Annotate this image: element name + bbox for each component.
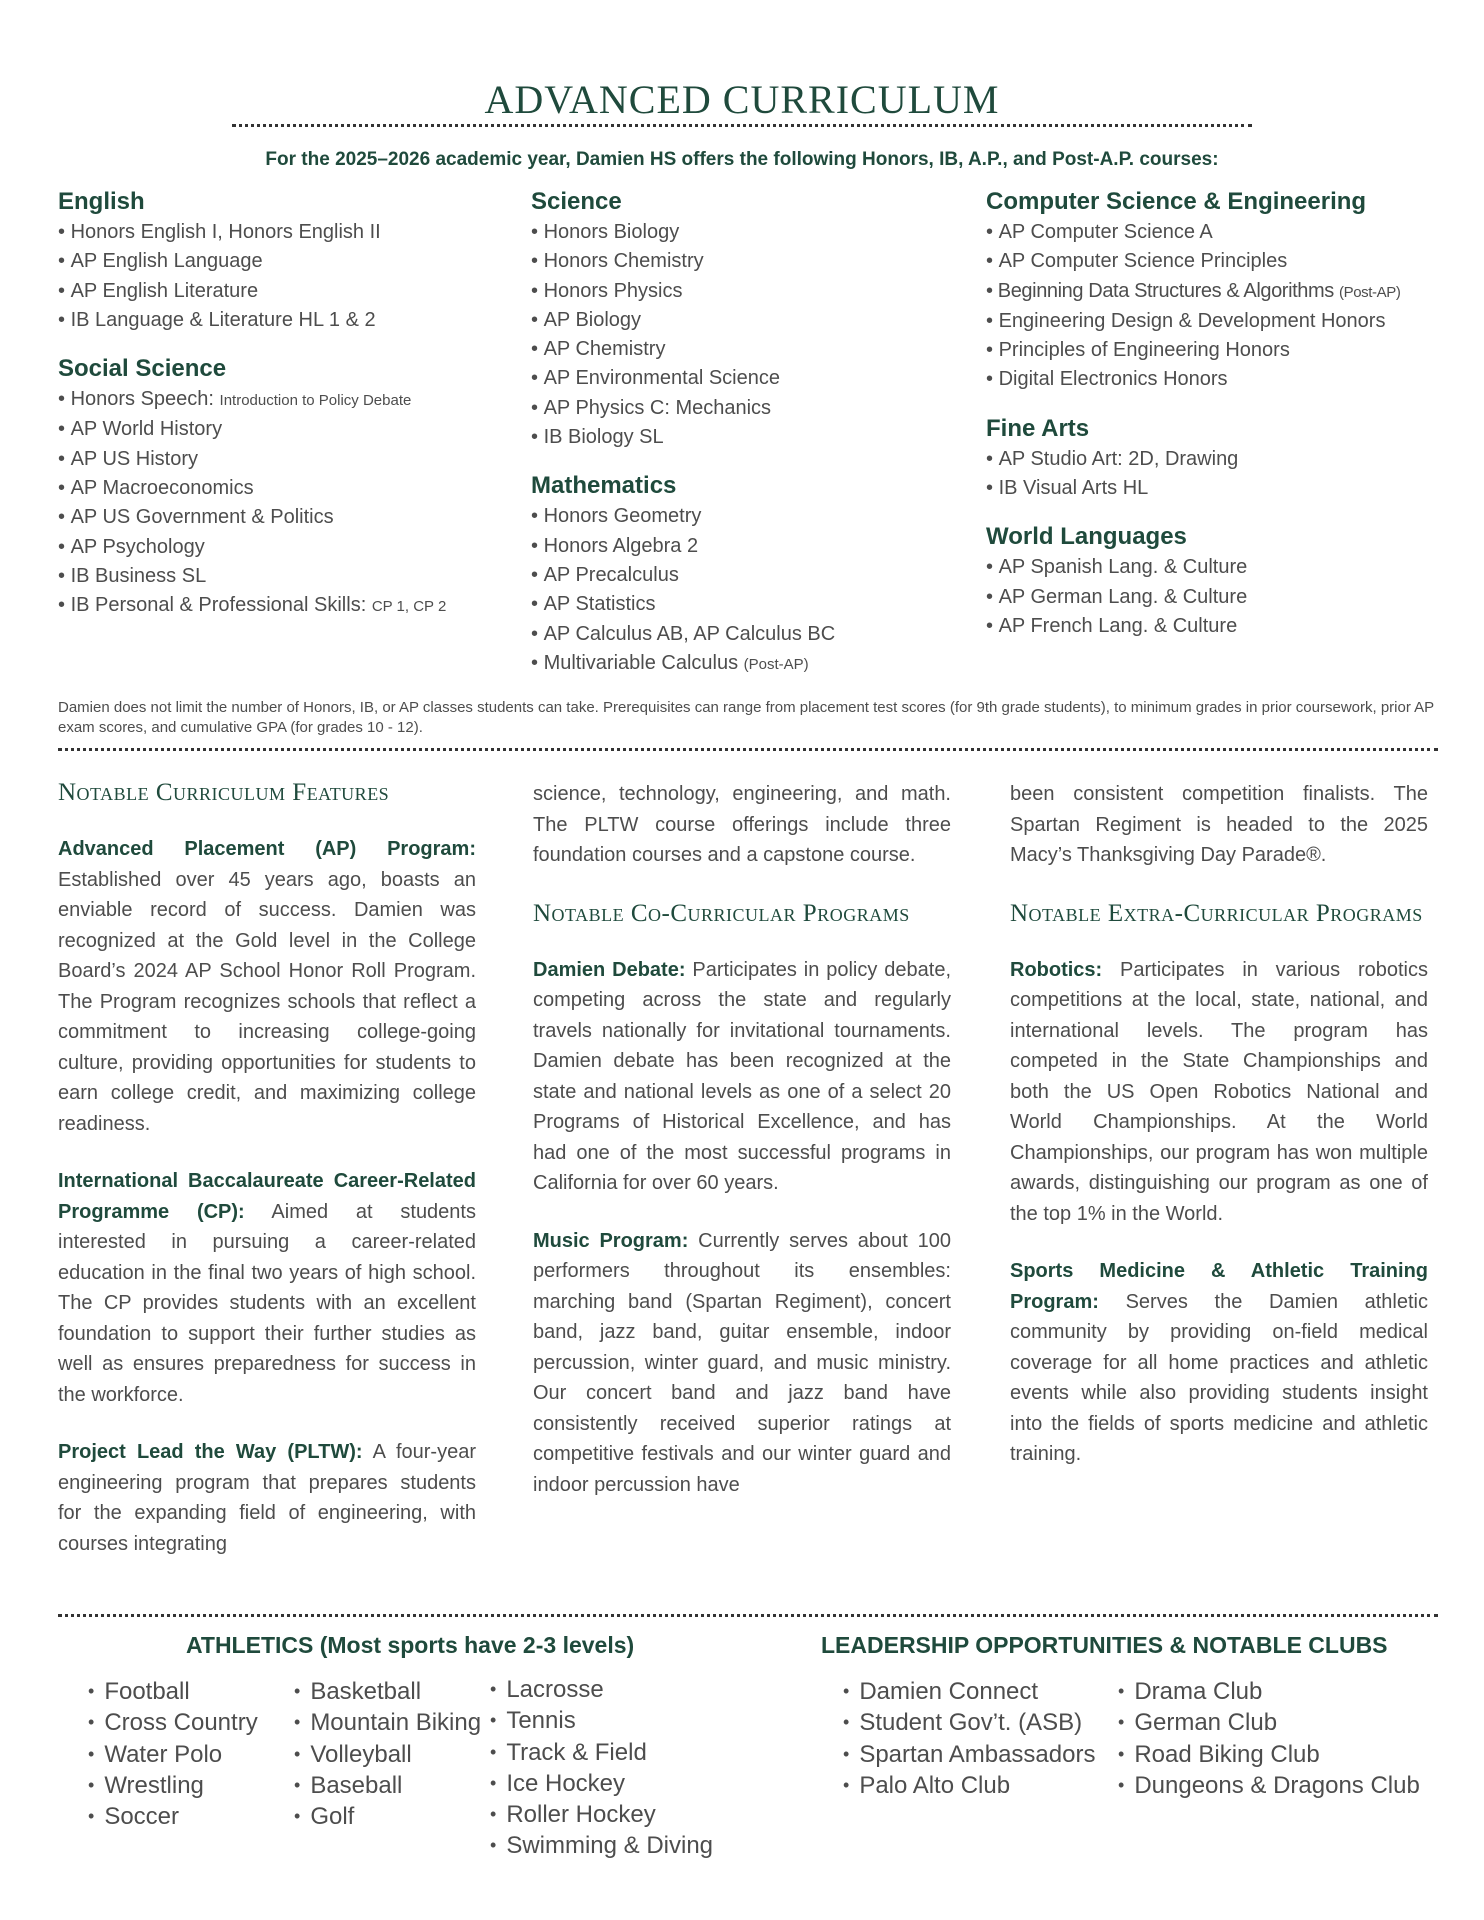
co-curricular-heading: Notable Co-Curricular Programs	[533, 899, 910, 927]
music-paragraph-continued: been consistent competition finalists. The Spartan Regiment is headed to the 2025 Macy’s Thanksgiving Day Parade®.	[1010, 783, 1428, 866]
ap-program-lead: Advanced Placement (AP) Program:	[58, 838, 476, 860]
sports-medicine-paragraph: Sports Medicine & Athletic Training Program: Serves the Damien athletic community by providing on-field medical coverage for all home practices and athletic events while also providing students insight into the fields of sports medicine and athletic training.	[1010, 1260, 1428, 1465]
title-divider	[232, 124, 1252, 127]
bottom-divider	[58, 1614, 1438, 1617]
list-item: • Water Polo	[88, 1739, 258, 1770]
list-item: • Golf	[294, 1801, 481, 1832]
social-science-list	[58, 385, 446, 621]
leadership-list-col1	[843, 1676, 1095, 1801]
science-heading: Science	[531, 188, 622, 215]
list-item: • AP US History	[58, 445, 446, 474]
list-item: • Lacrosse	[490, 1674, 713, 1705]
list-item: • Damien Connect	[843, 1676, 1095, 1707]
english-heading: English	[58, 188, 145, 215]
extra-curricular-column	[1010, 779, 1428, 1470]
curriculum-column-1	[58, 186, 446, 640]
world-languages-heading: World Languages	[986, 523, 1187, 551]
list-item: • IB Business SL	[58, 562, 446, 591]
leadership-heading: LEADERSHIP OPPORTUNITIES & NOTABLE CLUBS	[821, 1632, 1388, 1658]
athletics-list-col3	[490, 1674, 713, 1862]
list-item: • AP German Lang. & Culture	[986, 583, 1400, 612]
co-curricular-column	[533, 779, 951, 1500]
athletics-heading: ATHLETICS (Most sports have 2-3 levels)	[186, 1632, 635, 1658]
world-languages-list	[986, 553, 1400, 641]
english-list	[58, 218, 446, 335]
list-item: • German Club	[1118, 1707, 1420, 1738]
list-item: • Honors Speech: Introduction to Policy Debate	[58, 385, 446, 415]
list-item: • IB Visual Arts HL	[986, 474, 1400, 503]
list-item: • Mountain Biking	[294, 1707, 481, 1738]
list-item: • AP Spanish Lang. & Culture	[986, 553, 1400, 582]
list-item: • Soccer	[88, 1801, 258, 1832]
curriculum-features-column	[58, 778, 476, 1559]
middle-divider	[58, 748, 1438, 751]
list-item: • Ice Hockey	[490, 1768, 713, 1799]
list-item: • Football	[88, 1676, 258, 1707]
list-item: • AP Precalculus	[531, 561, 835, 590]
list-item: • Tennis	[490, 1705, 713, 1736]
debate-paragraph: Damien Debate: Participates in policy debate, competing across the state and regularly travels nationally for invitational tournaments. Damien debate has been recognized at the state and national levels as one of a select 20 Programs of Historical Excellence, and has had one of the most successful programs in California for over 60 years.	[533, 958, 951, 1194]
list-item: • Drama Club	[1118, 1676, 1420, 1707]
list-item: • AP Computer Science A	[986, 218, 1400, 247]
curriculum-column-3	[986, 186, 1400, 659]
list-item: • Roller Hockey	[490, 1799, 713, 1830]
list-item: • Student Gov’t. (ASB)	[843, 1707, 1095, 1738]
disclaimer: Damien does not limit the number of Honors, IB, or AP classes students can take. Prerequisites can range from placement test scores (for 9th grade students), to minimum grades in prior coursework, prior AP exam scores, and cumulative GPA (for grades 10 - 12).	[58, 699, 1434, 736]
list-item: • Honors Physics	[531, 277, 835, 306]
list-item: • Multivariable Calculus (Post-AP)	[531, 649, 835, 679]
cs-engineering-list	[986, 218, 1400, 395]
list-item: • Track & Field	[490, 1737, 713, 1768]
list-item: • AP Physics C: Mechanics	[531, 394, 835, 423]
debate-lead: Damien Debate:	[533, 958, 686, 981]
subtitle: For the 2025–2026 academic year, Damien HS offers the following Honors, IB, A.P., and Post-A.P. courses:	[265, 149, 1219, 170]
list-item: • Road Biking Club	[1118, 1739, 1420, 1770]
pltw-lead: Project Lead the Way (PLTW):	[58, 1441, 363, 1463]
list-item: • IB Language & Literature HL 1 & 2	[58, 306, 446, 335]
list-item: • Honors Geometry	[531, 502, 835, 531]
list-item: • AP Macroeconomics	[58, 474, 446, 503]
list-item: • AP Statistics	[531, 590, 835, 619]
list-item: • Cross Country	[88, 1707, 258, 1738]
list-item: • AP Psychology	[58, 533, 446, 562]
list-item: • Wrestling	[88, 1770, 258, 1801]
list-item: • AP English Literature	[58, 277, 446, 306]
sports-medicine-lead: Sports Medicine & Athletic Training Program:	[1010, 1260, 1428, 1313]
science-list	[531, 218, 835, 452]
list-item: • Beginning Data Structures & Algorithms (Post-AP)	[986, 277, 1400, 307]
athletics-list-col2	[294, 1676, 481, 1832]
cs-engineering-heading: Computer Science & Engineering	[986, 188, 1367, 215]
list-item: • AP Chemistry	[531, 335, 835, 364]
list-item: • Swimming & Diving	[490, 1830, 713, 1861]
robotics-lead: Robotics:	[1010, 958, 1103, 981]
list-item: • Digital Electronics Honors	[986, 365, 1400, 394]
list-item: • Honors Biology	[531, 218, 835, 247]
list-item: • AP French Lang. & Culture	[986, 612, 1400, 641]
pltw-paragraph: Project Lead the Way (PLTW): A four-year engineering program that prepares students for the expanding field of engineering, with courses integrating	[58, 1441, 476, 1555]
list-item: • IB Biology SL	[531, 423, 835, 452]
list-item: • Engineering Design & Development Honors	[986, 307, 1400, 336]
athletics-list-col1	[88, 1676, 258, 1832]
music-paragraph: Music Program: Currently serves about 100 performers throughout its ensembles: marching band (Spartan Regiment), concert band, jazz band, guitar ensemble, indoor percussion, winter guard, and music ministry. Our concert band and jazz band have consistently received superior ratings at competitive festivals and our winter guard and indoor percussion have	[533, 1229, 951, 1496]
list-item: • AP Studio Art: 2D, Drawing	[986, 445, 1400, 474]
pltw-paragraph-continued: science, technology, engineering, and math. The PLTW course offerings include three foundation courses and a capstone course.	[533, 783, 951, 866]
curriculum-features-heading: Notable Curriculum Features	[58, 779, 390, 806]
list-item: • Dungeons & Dragons Club	[1118, 1770, 1420, 1801]
list-item: • Principles of Engineering Honors	[986, 336, 1400, 365]
list-item: • Basketball	[294, 1676, 481, 1707]
extra-curricular-heading: Notable Extra-Curricular Programs	[1010, 899, 1423, 927]
ap-program-paragraph: Advanced Placement (AP) Program: Established over 45 years ago, boasts an enviable record of success. Damien was recognized at the Gold level in the College Board’s 2024 AP School Honor Roll Program. The Program recognizes schools that reflect a commitment to increasing college-going culture, providing opportunities for students to earn college credit, and maximizing college readiness.	[58, 838, 476, 1135]
robotics-paragraph: Robotics: Participates in various robotics competitions at the local, state, national, and international levels. The program has competed in the State Championships and both the US Open Robotics National and World Championships. At the World Championships, our program has won multiple awards, distinguishing our program as one of the top 1% in the World.	[1010, 958, 1428, 1225]
social-science-heading: Social Science	[58, 355, 227, 383]
ib-cp-paragraph: International Baccalaureate Career-Related Programme (CP): Aimed at students interested in pursuing a career-related education in the final two years of high school. The CP provides students with an excellent foundation to support their further studies as well as ensures preparedness for success in the workforce.	[58, 1170, 476, 1406]
curriculum-column-2	[531, 186, 835, 697]
list-item: • AP English Language	[58, 247, 446, 276]
list-item: • Honors English I, Honors English II	[58, 218, 446, 247]
list-item: • Honors Algebra 2	[531, 532, 835, 561]
list-item: • AP Calculus AB, AP Calculus BC	[531, 620, 835, 649]
list-item: • Volleyball	[294, 1739, 481, 1770]
mathematics-heading: Mathematics	[531, 472, 677, 500]
list-item: • Spartan Ambassadors	[843, 1739, 1095, 1770]
list-item: • Baseball	[294, 1770, 481, 1801]
fine-arts-heading: Fine Arts	[986, 414, 1090, 442]
music-lead: Music Program:	[533, 1229, 689, 1252]
leadership-list-col2	[1118, 1676, 1420, 1801]
list-item: • AP Biology	[531, 306, 835, 335]
list-item: • AP World History	[58, 415, 446, 444]
page-title: ADVANCED CURRICULUM	[484, 77, 1000, 122]
list-item: • IB Personal & Professional Skills: CP 1, CP 2	[58, 591, 446, 621]
list-item: • AP Environmental Science	[531, 364, 835, 393]
mathematics-list	[531, 502, 835, 679]
list-item: • AP Computer Science Principles	[986, 247, 1400, 276]
fine-arts-list	[986, 445, 1400, 504]
list-item: • Palo Alto Club	[843, 1770, 1095, 1801]
ib-cp-lead: International Baccalaureate Career-Related Programme (CP):	[58, 1170, 476, 1223]
list-item: • Honors Chemistry	[531, 247, 835, 276]
list-item: • AP US Government & Politics	[58, 503, 446, 532]
